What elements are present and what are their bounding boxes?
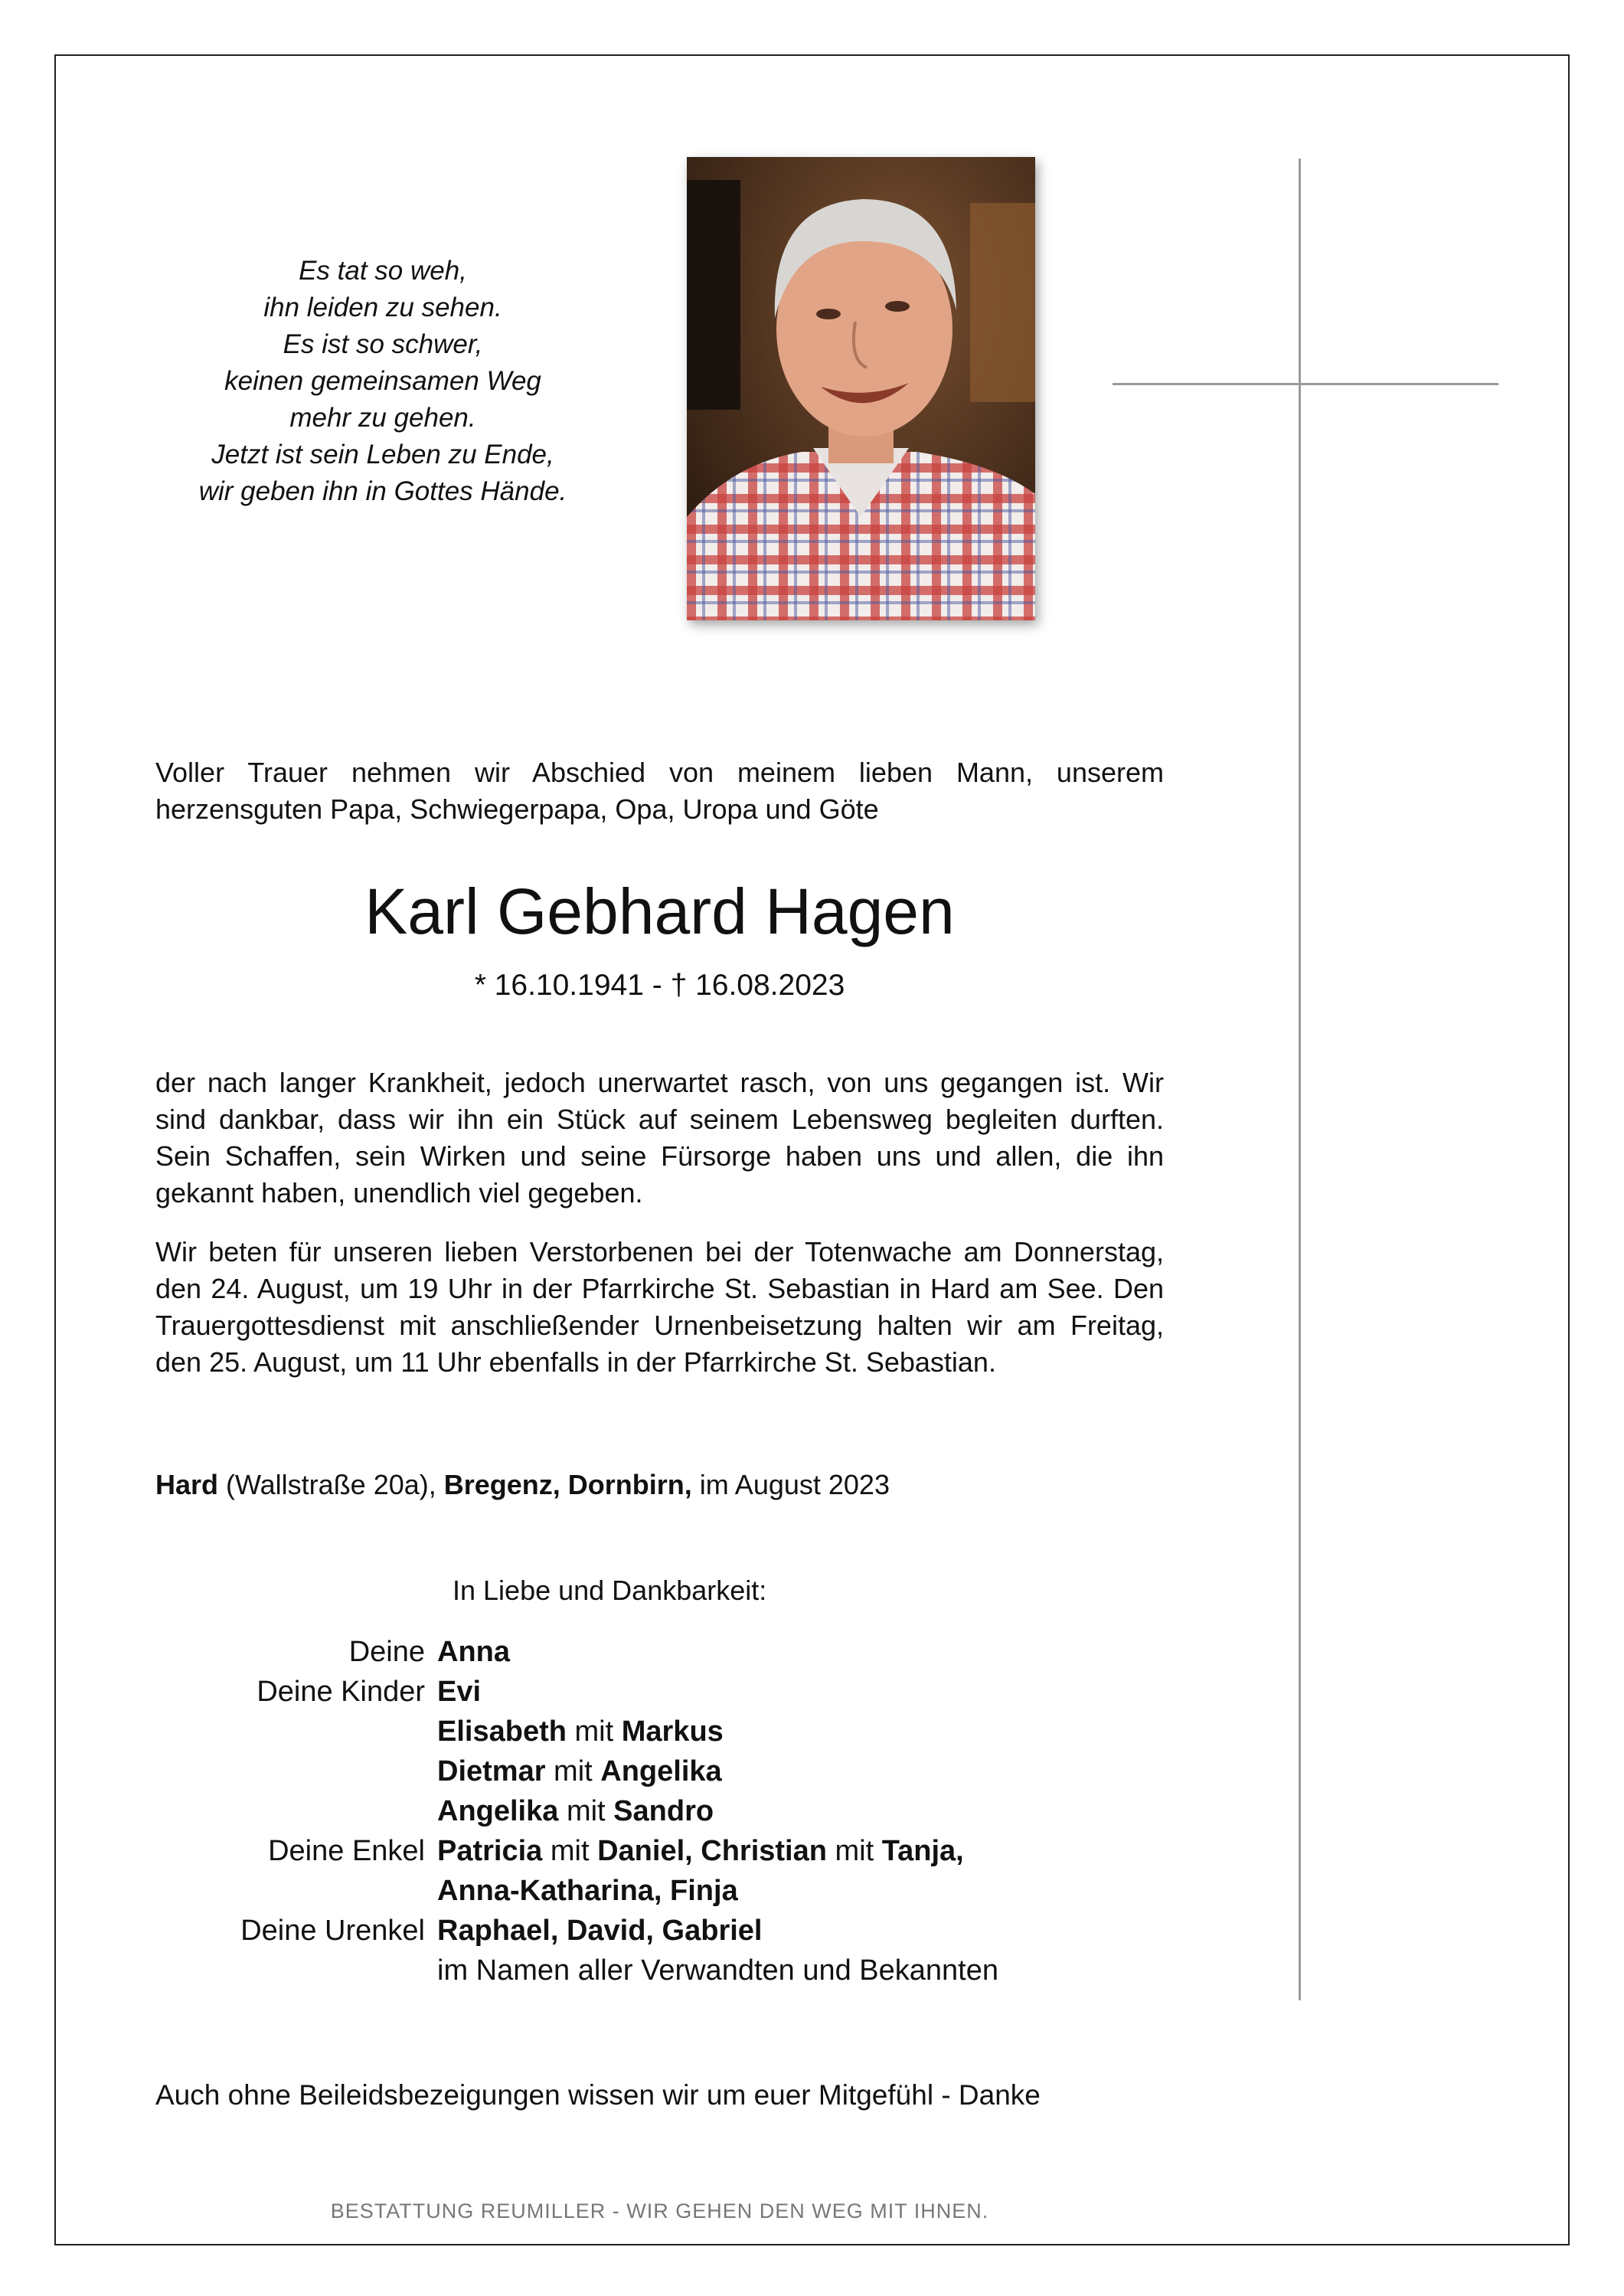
life-dates: * 16.10.1941 - † 16.08.2023 (474, 969, 845, 1002)
place-cities: Bregenz, Dornbirn, (443, 1469, 692, 1500)
mourners-list (155, 1632, 1164, 1990)
mourner-name: Raphael, David, Gabriel (437, 1915, 763, 1947)
deceased-name: Karl Gebhard Hagen (364, 875, 955, 947)
place-date: im August 2023 (691, 1469, 890, 1500)
mourner-name: Tanja, (881, 1835, 964, 1867)
mourner-label: Deine Kinder (257, 1676, 425, 1708)
place-city: Hard (155, 1469, 219, 1500)
mourner-row (155, 1791, 1164, 1831)
mourner-name: Daniel, Christian (597, 1835, 827, 1867)
portrait-photo (687, 157, 1035, 620)
mourner-with: mit (826, 1835, 882, 1867)
place-address: (Wallstraße 20a), (218, 1469, 444, 1500)
intro-text: Voller Trauer nehmen wir Abschied von meinem lieben Mann, unserem herzensguten Papa, Schwiegerpapa, Opa, Uropa und Göte (155, 757, 1164, 825)
poem-line: Jetzt ist sein Leben zu Ende, (211, 440, 554, 469)
mourner-row (155, 1751, 1164, 1791)
mourner-with: mit (542, 1835, 598, 1867)
mourner-name: Anna-Katharina, Finja (437, 1875, 738, 1907)
mourner-row (155, 1672, 1164, 1712)
mourner-name: Patricia (437, 1835, 543, 1867)
mourner-with: mit (558, 1795, 614, 1827)
mourner-row (155, 1911, 1164, 1951)
paragraph-life: der nach langer Krankheit, jedoch unerwartet rasch, von uns gegangen ist. Wir sind dankbar, dass wir ihn ein Stück auf seinem Lebensweg begleiten durften. Sein Schaffen, sein Wirken und seine Fürsorge haben uns und allen, die ihn gekannt haben, unendlich viel gegeben. (155, 1067, 1164, 1209)
footer-funeral-home: BESTATTUNG REUMILLER - WIR GEHEN DEN WEG MIT IHNEN. (330, 2200, 989, 2222)
mourner-name: Sandro (613, 1795, 714, 1827)
mourner-name: Markus (621, 1715, 724, 1748)
poem-line: ihn leiden zu sehen. (263, 293, 502, 322)
mourner-name: Angelika (600, 1755, 722, 1787)
mourner-label: Deine Urenkel (240, 1915, 425, 1947)
mourner-row (155, 1871, 1164, 1911)
cross-vertical-bar (1299, 159, 1301, 2000)
mourner-label: Deine (348, 1636, 425, 1668)
poem-line: Es ist so schwer, (283, 329, 483, 359)
poem-line: Es tat so weh, (299, 256, 467, 286)
poem (153, 253, 613, 510)
mourner-name: Evi (437, 1676, 482, 1708)
mourner-row (155, 1951, 1164, 1990)
mourner-row (155, 1632, 1164, 1672)
closing-text: Auch ohne Beileidsbezeigungen wissen wir um euer Mitgefühl - Danke (155, 2079, 1041, 2111)
mourner-name: Anna (437, 1636, 510, 1668)
mourner-with: mit (545, 1755, 601, 1787)
mourner-name: Elisabeth (437, 1715, 567, 1748)
thanks-heading: In Liebe und Dankbarkeit: (453, 1575, 767, 1606)
poem-line: wir geben ihn in Gottes Hände. (198, 476, 567, 506)
mourner-name: Angelika (437, 1795, 559, 1827)
poem-line: mehr zu gehen. (289, 403, 476, 433)
mourner-row (155, 1831, 1164, 1871)
cross-horizontal-bar (1113, 383, 1498, 385)
place-date-line (155, 1467, 890, 1503)
relatives-line: im Namen aller Verwandten und Bekannten (437, 1954, 999, 1987)
mourner-row (155, 1712, 1164, 1751)
mourner-label: Deine Enkel (268, 1835, 425, 1867)
mourner-name: Dietmar (437, 1755, 546, 1787)
mourner-with: mit (566, 1715, 622, 1748)
poem-line: keinen gemeinsamen Weg (224, 366, 541, 396)
paragraph-service: Wir beten für unseren lieben Verstorbenen bei der Totenwache am Donnerstag, den 24. August, um 19 Uhr in der Pfarrkirche St. Sebastian in Hard am See. Den Trauergottesdienst mit anschließender Urnenbeisetzung halten wir am Freitag, den 25. August, um 11 Uhr ebenfalls in der Pfarrkirche St. Sebastian. (155, 1236, 1164, 1378)
